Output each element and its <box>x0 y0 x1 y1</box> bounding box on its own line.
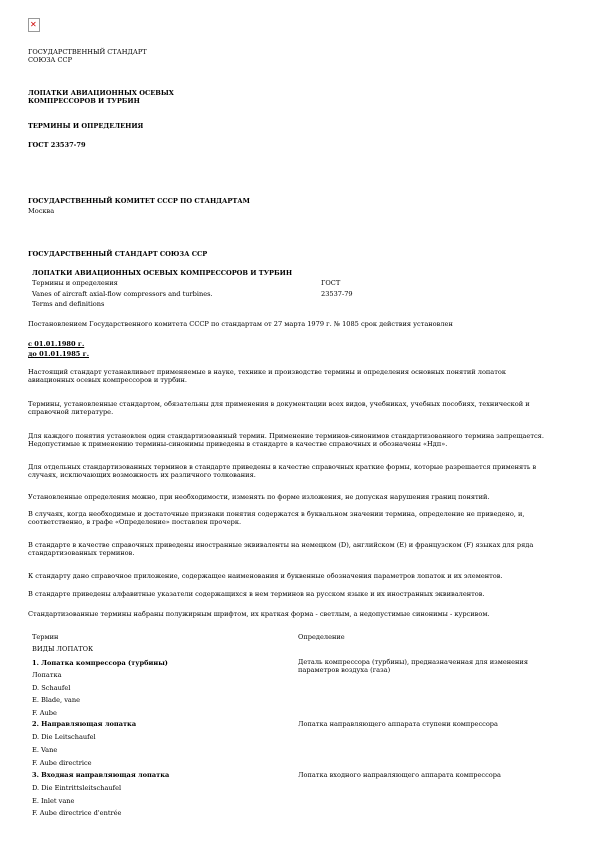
date-from: с 01.01.1980 г. <box>28 340 85 348</box>
paragraph: В стандарте приведены алфавитные указатели содержащихся в нем терминов на русском языке и их иностранных эквивалентов. <box>28 590 485 598</box>
col-term-header: Термин <box>32 633 59 641</box>
term-3-d: D. Die Eintrittsleitschaufel <box>32 784 122 792</box>
paragraph: К стандарту дано справочное приложение, содержащее наименования и буквенные обозначения параметров лопаток и их элементов. <box>28 572 503 580</box>
term-3-e: E. Inlet vane <box>32 797 75 805</box>
paragraph: Стандартизованные термины набраны полужирным шрифтом, их краткая форма - светлым, а недопустимые синонимы - курсивом. <box>28 610 490 618</box>
term-1-d: D. Schaufel <box>32 684 71 692</box>
title-ru: ЛОПАТКИ АВИАЦИОННЫХ ОСЕВЫХ КОМПРЕССОРОВ И ТУРБИН <box>32 269 293 277</box>
def-2: Лопатка направляющего аппарата ступени компрессора <box>298 720 498 728</box>
term-3: 3. Входная направляющая лопатка <box>32 771 170 779</box>
term-1: 1. Лопатка компрессора (турбины) <box>32 659 168 667</box>
paragraph: В случаях, когда необходимые и достаточные признаки понятия содержатся в буквальном значении термина, определение не приведено, и, соответственно, в графе «Определение» поставлен прочерк. <box>28 510 525 527</box>
term-2-d: D. Die Leitschaufel <box>32 733 96 741</box>
term-2-f: F. Aube directrice <box>32 759 92 767</box>
header-committee: ГОСУДАРСТВЕННЫЙ КОМИТЕТ СССР ПО СТАНДАРТАМ <box>28 197 250 205</box>
header-code: ГОСТ 23537-79 <box>28 141 86 149</box>
paragraph: Установленные определения можно, при необходимости, изменять по форме изложения, не допуская нарушения границ понятий. <box>28 493 490 501</box>
term-1-f: F. Aube <box>32 709 57 717</box>
title-en2: Terms and definitions <box>32 300 105 308</box>
header-title-line1: ЛОПАТКИ АВИАЦИОННЫХ ОСЕВЫХ <box>28 89 174 97</box>
col-def-header: Определение <box>298 633 345 641</box>
term-2-e: E. Vane <box>32 746 58 754</box>
gost-number: 23537-79 <box>321 290 353 298</box>
header-title-line2: КОМПРЕССОРОВ И ТУРБИН <box>28 97 140 106</box>
section-title: ВИДЫ ЛОПАТОК <box>32 645 94 653</box>
decree: Постановлением Государственного комитета СССР по стандартам от 27 марта 1979 г. № 1085 срок действия установлен <box>28 320 453 328</box>
header-std-line1: ГОСУДАРСТВЕННЫЙ СТАНДАРТ <box>28 48 147 56</box>
paragraph: Настоящий стандарт устанавливает применяемые в науке, технике и производстве термины и определения основных понятий лопаток авиационных осевых компрессоров и турбин. <box>28 368 506 385</box>
term-1-alt: Лопатка <box>32 671 62 679</box>
title-ru2: Термины и определения <box>32 279 118 287</box>
paragraph: Термины, установленные стандартом, обязательны для применения в документации всех видов, учебниках, учебных пособиях, технической и справочной литературе. <box>28 400 530 417</box>
paragraph: Для отдельных стандартизованных терминов в стандарте приведены в качестве справочных краткие формы, которые разрешается применять в случаях, исключающих возможность их различного толкования. <box>28 463 537 480</box>
header-city: Москва <box>28 207 55 215</box>
paragraph: В стандарте в качестве справочных приведены иностранные эквиваленты на немецком (D), английском (E) и французском (F) языках для ряда стандартизованных терминов. <box>28 541 534 558</box>
paragraph: Для каждого понятия установлен один стандартизованный термин. Применение терминов-синонимов стандартизованного термина запрещается. Недопустимые к применению термины-синонимы приведены в стандарте в качестве справочных и обозначены «Ндп». <box>28 432 544 449</box>
term-1-e: E. Blade, vane <box>32 696 81 704</box>
std-heading: ГОСУДАРСТВЕННЫЙ СТАНДАРТ СОЮЗА ССР <box>28 250 208 258</box>
header-subtitle: ТЕРМИНЫ И ОПРЕДЕЛЕНИЯ <box>28 122 144 130</box>
date-to: до 01.01.1985 г. <box>28 350 90 358</box>
gost-label: ГОСТ <box>321 279 341 287</box>
header-std <box>28 48 147 64</box>
def-3: Лопатка входного направляющего аппарата компрессора <box>298 771 501 779</box>
title-en1: Vanes of aircraft axial-flow compressors and turbines. <box>32 290 213 298</box>
broken-image-icon: ✕ <box>28 18 40 32</box>
def-1: Деталь компрессора (турбины), предназначенная для изменения параметров воздуха (газа) <box>298 658 528 675</box>
header-title <box>28 89 174 105</box>
term-2: 2. Направляющая лопатка <box>32 720 137 728</box>
header-std-line2: СОЮЗА ССР <box>28 56 73 65</box>
term-3-f: F. Aube directrice d'entrée <box>32 809 122 817</box>
